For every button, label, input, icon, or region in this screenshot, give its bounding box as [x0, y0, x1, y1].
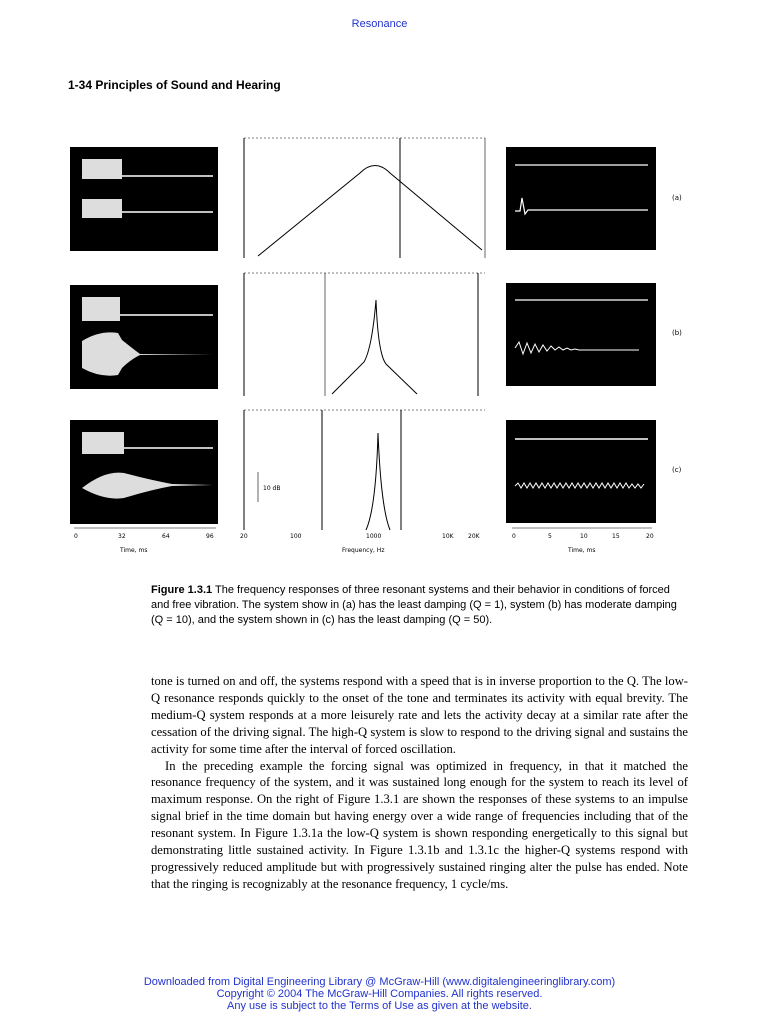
freq-tick: 20K: [468, 533, 480, 540]
impulse-response-scope-c: [506, 420, 656, 523]
frequency-response-b: [244, 273, 485, 396]
right-tick: 0: [512, 533, 516, 540]
figure-artwork: [60, 128, 700, 558]
figure-caption: [151, 583, 691, 628]
frequency-response-a: [244, 138, 485, 258]
right-tick: 5: [548, 533, 552, 540]
row-tag-c: (c): [672, 466, 682, 474]
freq-axis-label: Frequency, Hz: [342, 547, 385, 554]
body-text: [151, 673, 688, 893]
caption-label: Figure 1.3.1: [151, 584, 213, 596]
freq-tick: 20: [240, 533, 248, 540]
forced-vibration-scope-c: [70, 420, 218, 524]
paragraph: In the preceding example the forcing signal was optimized in frequency, in that it matched the resonance frequency of the system, and it was sustained long enough for the system to reach its level of maximum response. On the right of Figure 1.3.1 are shown the responses of these systems to an impulse signal brief in the time domain but having energy over a wide range of frequencies including that of the resonant system. In Figure 1.3.1a the low-Q system is shown responding energetically to this signal but demonstrating little sustained activity. In Figure 1.3.1b and 1.3.1c the higher-Q systems respond with progressively reduced amplitude but with progressively sustained ringing alter the pulse has ended. Note that the ringing is recognizably at the resonance frequency, 1 cycle/ms.: [151, 758, 688, 891]
freq-tick: 1000: [366, 533, 382, 540]
footer-download-link[interactable]: Downloaded from Digital Engineering Library @ McGraw-Hill (www.digitalengineeringlibrary.com): [143, 976, 616, 988]
right-time-axis: [512, 528, 654, 554]
figure-1-3-1: [60, 128, 700, 558]
right-tick: 20: [646, 533, 654, 540]
scale-note: 10 dB: [263, 485, 281, 492]
footer: [0, 976, 759, 1012]
left-tick: 64: [162, 533, 170, 540]
caption-text: The frequency responses of three resonant systems and their behavior in conditions of forced and free vibration. The system show in (a) has the least damping (Q = 1), system (b) has moderate damping (Q = 10), and the system shown in (c) has the least damping (Q = 50).: [151, 584, 677, 626]
left-tick: 32: [118, 533, 126, 540]
running-head: 1-34 Principles of Sound and Hearing: [68, 78, 281, 92]
footer-terms-link[interactable]: Any use is subject to the Terms of Use as given at the website.: [227, 1000, 532, 1012]
right-axis-label: Time, ms: [568, 547, 596, 554]
impulse-response-scope-a: [506, 147, 656, 250]
right-tick: 15: [612, 533, 620, 540]
footer-copyright: Copyright © 2004 The McGraw-Hill Companies. All rights reserved.: [216, 988, 543, 1000]
impulse-response-scope-b: [506, 283, 656, 386]
frequency-response-c: [244, 410, 485, 530]
forced-vibration-scope-a: [70, 147, 218, 251]
right-tick: 10: [580, 533, 588, 540]
freq-tick: 100: [290, 533, 302, 540]
left-axis-label: Time, ms: [120, 547, 148, 554]
row-tag-a: (a): [672, 194, 682, 202]
forced-vibration-scope-b: [70, 285, 218, 389]
freq-tick: 10K: [442, 533, 454, 540]
nav-link-resonance[interactable]: Resonance: [351, 18, 408, 30]
left-tick: 0: [74, 533, 78, 540]
left-tick: 96: [206, 533, 214, 540]
paragraph: tone is turned on and off, the systems respond with a speed that is in inverse proportion to the Q. The low-Q resonance responds quickly to the onset of the tone and terminates its activity with equal brevity. The medium-Q system responds at a more leisurely rate and lets the activity decay at a similar rate after the cessation of the driving signal. The high-Q system is slow to respond to the driving signal and sustains the activity for some time after the interval of forced oscillation.: [151, 674, 688, 756]
left-time-axis: [74, 528, 216, 554]
middle-frequency-axis: [240, 533, 481, 554]
row-tag-b: (b): [672, 329, 682, 337]
